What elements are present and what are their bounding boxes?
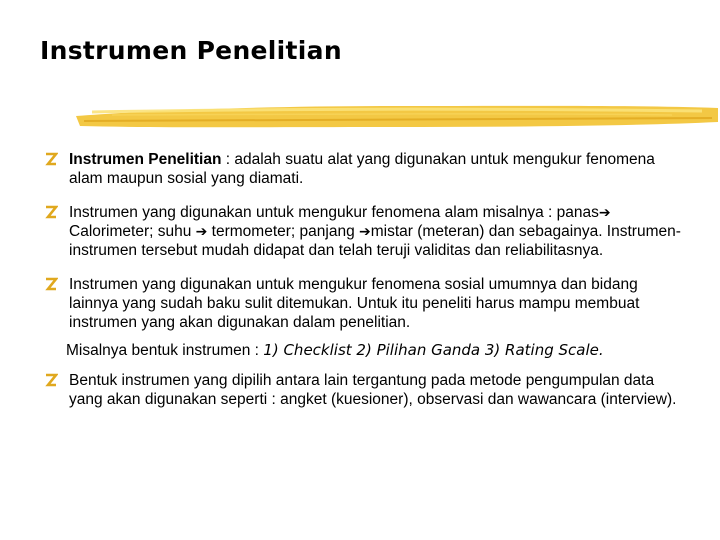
note-examples: 1) Checklist 2) Pilihan Ganda 3) Rating Scale. [263,341,604,359]
highlight-brush-stroke [72,96,720,132]
z-bullet-icon [44,204,58,220]
bullet-text: Instrumen yang digunakan untuk mengukur fenomena sosial umumnya dan bidang lainnya yang sudah baku sulit ditemukan. Untuk itu peneliti harus mampu membuat instrumen yang akan digunakan dalam penelitian. [69,276,640,331]
arrow-right-icon: ➔ [359,223,371,239]
bullet-text: Bentuk instrumen yang dipilih antara lain tergantung pada metode pengumpulan data yang akan digunakan seperti : angket (kuesioner), observasi dan wawancara (interview). [69,372,677,408]
note-prefix: Misalnya bentuk instrumen : [66,342,264,359]
bullet-list [44,150,684,424]
slide-title: Instrumen Penelitian [40,36,342,65]
bullet-text-part: termometer; panjang [207,223,360,240]
z-bullet-icon [44,151,58,167]
instrument-forms-note [66,341,684,360]
bullet-item-social-instruments [44,275,684,332]
bullet-text-part: Instrumen yang digunakan untuk mengukur fenomena alam misalnya : panas [69,204,599,221]
arrow-right-icon: ➔ [195,223,208,239]
bullet-item-natural-instruments [44,203,684,260]
arrow-right-icon: ➔ [598,204,611,220]
z-bullet-icon [44,276,58,292]
z-bullet-icon [44,372,58,388]
bullet-text-part: mistar (meteran) dan sebagainya. Instrumen-instrumen tersebut mudah didapat dan telah teruji validitas dan reliabilitasnya. [69,223,681,259]
bullet-item-instrument-forms [44,371,684,409]
bullet-item-definition [44,150,684,188]
bullet-text-part: Calorimeter; suhu [69,223,196,240]
bullet-text: : adalah suatu alat yang digunakan untuk mengukur fenomena alam maupun sosial yang diamati. [69,151,655,187]
bullet-bold-term: Instrumen Penelitian [69,151,222,168]
